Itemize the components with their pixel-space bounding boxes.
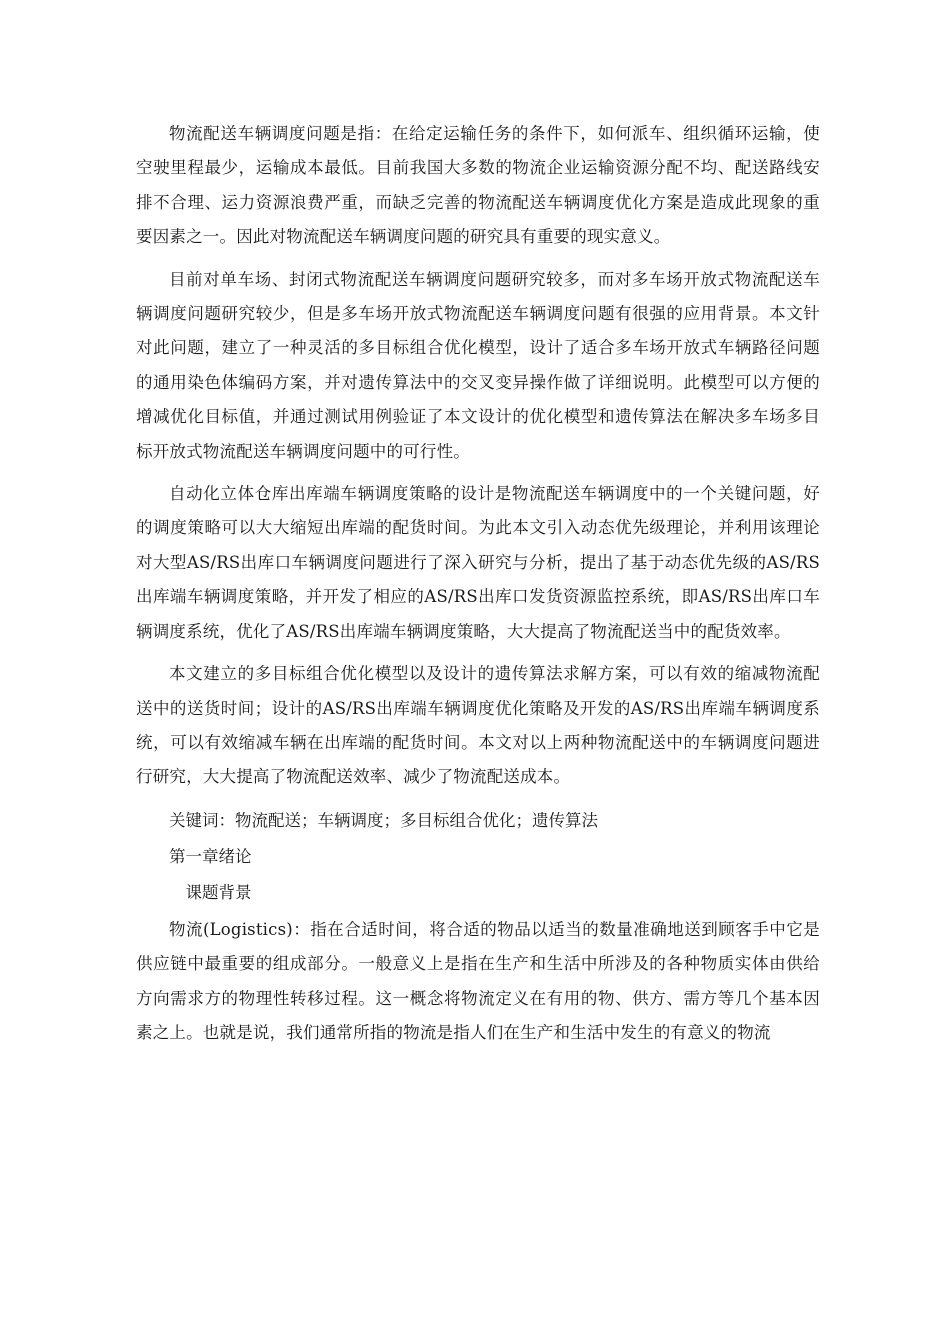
document-page [136, 117, 820, 1058]
abstract-paragraph-3: 自动化立体仓库出库端车辆调度策略的设计是物流配送车辆调度中的一个关键问题，好的调度策略可以大大缩短出库端的配货时间。为此本文引入动态优先级理论，并利用该理论对大型AS/RS出库口车辆调度问题进行了深入研究与分析，提出了基于动态优先级的AS/RS出库端车辆调度策略，并开发了相应的AS/RS出库口发货资源监控系统，即AS/RS出库口车辆调度系统，优化了AS/RS出库端车辆调度策略，大大提高了物流配送当中的配货效率。 [136, 484, 820, 641]
abstract-paragraph-2: 目前对单车场、封闭式物流配送车辆调度问题研究较多，而对多车场开放式物流配送车辆调度问题研究较少，但是多车场开放式物流配送车辆调度问题有很强的应用背景。本文针对此问题，建立了一种灵活的多目标组合优化模型，设计了适合多车场开放式车辆路径问题的通用染色体编码方案，并对遗传算法中的交叉变异操作做了详细说明。此模型可以方便的增减优化目标值，并通过测试用例验证了本文设计的优化模型和遗传算法在解决多车场多目标开放式物流配送车辆调度问题中的可行性。 [136, 269, 820, 461]
keywords-line: 关键词：物流配送；车辆调度；多目标组合优化；遗传算法 [169, 810, 598, 830]
section-title: 课题背景 [185, 882, 252, 902]
abstract-paragraph-1: 物流配送车辆调度问题是指：在给定运输任务的条件下，如何派车、组织循环运输，使空驶里程最少，运输成本最低。目前我国大多数的物流企业运输资源分配不均、配送路线安排不合理、运力资源浪费严重，而缺乏完善的物流配送车辆调度优化方案是造成此现象的重要因素之一。因此对物流配送车辆调度问题的研究具有重要的现实意义。 [136, 124, 820, 247]
body-paragraph-logistics: 物流(Logistics)：指在合适时间，将合适的物品以适当的数量准确地送到顾客手中它是供应链中最重要的组成部分。一般意义上是指在生产和生活中所涉及的各种物质实体由供给方向需求方的物理性转移过程。这一概念将物流定义在有用的物、供方、需方等几个基本因素之上。也就是说，我们通常所指的物流是指人们在生产和生活中发生的有意义的物流 [136, 919, 820, 1042]
chapter-title: 第一章绪论 [169, 846, 252, 866]
abstract-paragraph-4: 本文建立的多目标组合优化模型以及设计的遗传算法求解方案，可以有效的缩减物流配送中的送货时间；设计的AS/RS出库端车辆调度优化策略及开发的AS/RS出库端车辆调度系统，可以有效缩减车辆在出库端的配货时间。本文对以上两种物流配送中的车辆调度问题进行研究，大大提高了物流配送效率、减少了物流配送成本。 [136, 664, 820, 787]
